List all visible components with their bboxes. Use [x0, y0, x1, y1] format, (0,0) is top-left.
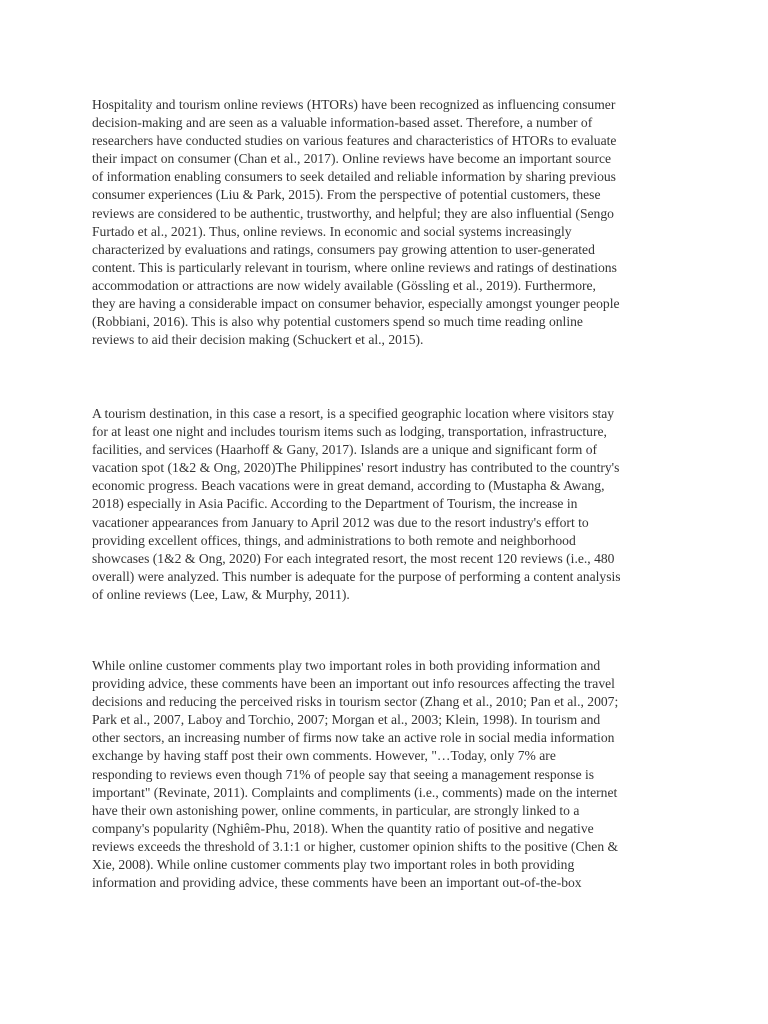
text-line: information and providing advice, these comments have been an important out-of-the-box — [92, 875, 582, 891]
text-line: decisions and reducing the perceived risks in tourism sector (Zhang et al., 2010; Pan et al., 2007; — [92, 694, 619, 710]
paragraph-tourism-destination — [92, 405, 732, 604]
text-line: for at least one night and includes tourism items such as lodging, transportation, infrastructure, — [92, 424, 607, 440]
text-line: showcases (1&2 & Ong, 2020) For each integrated resort, the most recent 120 reviews (i.e., 480 — [92, 550, 615, 566]
text-line: reviews exceeds the threshold of 3.1:1 or higher, customer opinion shifts to the positive (Chen & — [92, 838, 619, 854]
text-line: Hospitality and tourism online reviews (HTORs) have been recognized as influencing consumer — [92, 97, 616, 112]
text-line: economic progress. Beach vacations were in great demand, according to (Mustapha & Awang, — [92, 478, 605, 494]
text-line: of online reviews (Lee, Law, & Murphy, 2011). — [92, 586, 350, 602]
text-line: vacation spot (1&2 & Ong, 2020)The Philippines' resort industry has contributed to the country's — [92, 460, 620, 476]
text-line: exchange by having staff post their own comments. However, "…Today, only 7% are — [92, 748, 556, 764]
text-line: providing advice, these comments have been an important out info resources affecting the travel — [92, 676, 615, 692]
text-line: Park et al., 2007, Laboy and Torchio, 2007; Morgan et al., 2003; Klein, 1998). In tourism and — [92, 712, 601, 728]
text-line: Xie, 2008). While online customer comments play two important roles in both providing — [92, 857, 575, 873]
text-line: 2018) especially in Asia Pacific. According to the Department of Tourism, the increase in — [92, 496, 578, 512]
text-line: facilities, and services (Haarhoff & Gany, 2017). Islands are a unique and significant form of — [92, 442, 598, 458]
text-line: of information enabling consumers to seek detailed and reliable information by sharing previous — [92, 169, 616, 185]
text-line: Furtado et al., 2021). Thus, online reviews. In economic and social systems increasingly — [92, 223, 572, 239]
text-line: their impact on consumer (Chan et al., 2017). Online reviews have become an important source — [92, 151, 612, 167]
text-line: While online customer comments play two important roles in both providing information and — [92, 658, 601, 673]
text-line: company's popularity (Nghiêm-Phu, 2018). When the quantity ratio of positive and negative — [92, 820, 594, 836]
text-line: (Robbiani, 2016). This is also why potential customers spend so much time reading online — [92, 314, 583, 330]
text-line: researchers have conducted studies on various features and characteristics of HTORs to evaluate — [92, 133, 617, 149]
text-line: characterized by evaluations and ratings, consumers pay growing attention to user-generated — [92, 241, 595, 257]
text-line: providing excellent offices, things, and administrations to both remote and neighborhood — [92, 532, 576, 548]
text-line: other sectors, an increasing number of firms now take an active role in social media information — [92, 730, 615, 746]
text-line: A tourism destination, in this case a resort, is a specified geographic location where visitors stay — [92, 406, 615, 421]
text-line: vacationer appearances from January to April 2012 was due to the resort industry's effort to — [92, 514, 589, 530]
text-line: accommodation or attractions are now widely available (Gössling et al., 2019). Furthermore, — [92, 277, 596, 293]
text-line: they are having a considerable impact on consumer behavior, especially amongst younger people — [92, 296, 620, 312]
text-line: reviews are considered to be authentic, trustworthy, and helpful; they are also influential (Sengo — [92, 205, 614, 221]
text-line: content. This is particularly relevant in tourism, where online reviews and ratings of destinations — [92, 259, 617, 275]
text-line: reviews to aid their decision making (Schuckert et al., 2015). — [92, 332, 424, 348]
text-line: decision-making and are seen as a valuable information-based asset. Therefore, a number of — [92, 115, 593, 131]
text-line: overall) were analyzed. This number is adequate for the purpose of performing a content analysis — [92, 568, 621, 584]
text-line: consumer experiences (Liu & Park, 2015). From the perspective of potential customers, these — [92, 187, 601, 203]
paragraph-online-reviews — [92, 96, 732, 349]
text-line: important" (Revinate, 2011). Complaints and compliments (i.e., comments) made on the internet — [92, 784, 618, 800]
paragraph-customer-comments — [92, 657, 732, 892]
text-line: responding to reviews even though 71% of people say that seeing a management response is — [92, 766, 595, 782]
text-line: have their own astonishing power, online comments, in particular, are strongly linked to a — [92, 802, 580, 818]
